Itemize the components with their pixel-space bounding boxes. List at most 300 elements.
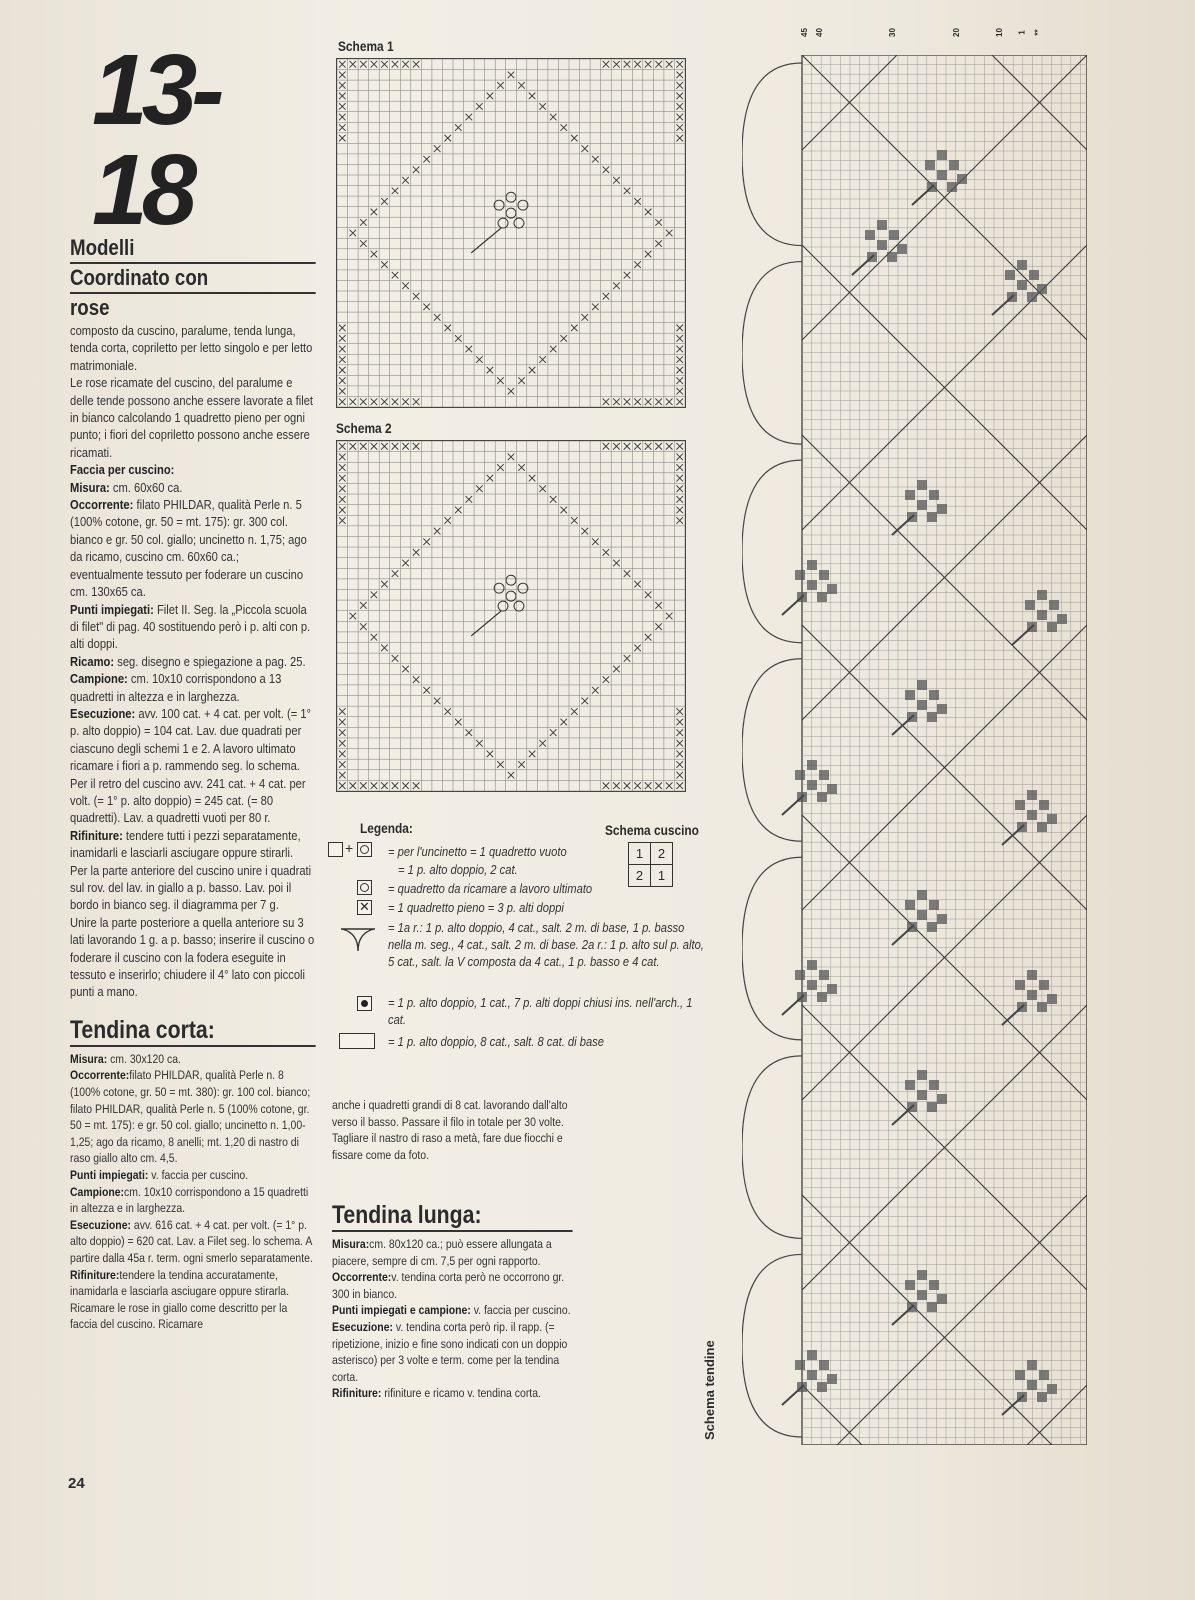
cross-mark <box>402 61 409 68</box>
rose-petal <box>1015 800 1025 810</box>
cross-mark <box>350 398 357 405</box>
row-marker: 45 <box>799 28 809 37</box>
rose-petal <box>917 700 927 710</box>
rose-petal <box>937 914 947 924</box>
row-marker: 20 <box>951 28 961 37</box>
label: Occorrente: <box>332 1270 392 1285</box>
cross-mark <box>655 602 662 609</box>
cross-mark <box>655 219 662 226</box>
cross-mark <box>487 475 494 482</box>
cross-mark <box>624 61 631 68</box>
cross-mark <box>371 61 378 68</box>
rose-petal <box>1025 600 1035 610</box>
cross-mark <box>676 772 683 779</box>
rose-petal <box>807 1370 817 1380</box>
cross-mark <box>339 114 346 121</box>
category-heading: Modelli <box>70 234 316 264</box>
rose-petal <box>889 230 899 240</box>
cross-mark <box>676 367 683 374</box>
rose-petal <box>917 1270 927 1280</box>
rose-motif <box>852 220 907 275</box>
cross-mark <box>645 443 652 450</box>
cross-mark <box>339 124 346 131</box>
rose-petal <box>795 970 805 980</box>
legend-item-2: = 1 p. alto doppio, 2 cat. <box>398 862 518 877</box>
short-curtain-materials: filato PHILDAR, qualità Perle n. 8 (100% cotone, gr. 50 = mt. 380): gr. 100 col. bianco; filato PHILDAR, qualità Perle n. 5 (100% cotone, gr. 50 = mt. 175): e gr. 50 col. giallo; uncinetto n. 1,00-1,25; ago da ricamo, 8 anelli; mt. 1,20 di nastro di raso giallo alto cm. 4,5. <box>70 1068 311 1166</box>
rose-motif <box>1002 1360 1057 1415</box>
cross-mark <box>624 443 631 450</box>
cross-mark <box>666 230 673 237</box>
cross-mark <box>508 454 515 461</box>
cross-mark <box>339 325 346 332</box>
cross-mark <box>413 293 420 300</box>
cross-mark <box>655 61 662 68</box>
cross-mark <box>676 454 683 461</box>
rose-petal <box>947 182 957 192</box>
page-number: 24 <box>68 1475 85 1492</box>
cross-mark <box>392 443 399 450</box>
long-curtain-materials: v. tendina corta però ne occorrono gr. 300 in bianco. <box>332 1270 565 1301</box>
cross-mark <box>645 782 652 789</box>
empty-square-icon <box>328 842 343 857</box>
label: Rifiniture: <box>332 1386 382 1401</box>
cross-mark <box>560 507 567 514</box>
cross-mark <box>402 398 409 405</box>
cross-mark <box>339 761 346 768</box>
schema-2-grid <box>336 440 686 792</box>
cross-mark <box>339 475 346 482</box>
cushion-gauge: cm. 10x10 corrispondono a 13 quadretti in altezza e in larghezza. <box>70 671 282 704</box>
rose-petal <box>927 1302 937 1312</box>
rose-petal <box>817 1382 827 1392</box>
cross-mark <box>676 72 683 79</box>
rose-petal <box>927 512 937 522</box>
rose-petal <box>929 490 939 500</box>
rose-petal <box>1039 1370 1049 1380</box>
legend-item-4: = 1 quadretto pieno = 3 p. alti doppi <box>388 900 564 915</box>
label: Misura: <box>332 1237 370 1251</box>
rose-petal <box>917 1090 927 1100</box>
rose-petal <box>917 1290 927 1300</box>
cross-mark <box>444 135 451 142</box>
cross-mark <box>676 82 683 89</box>
intro-paragraph-1: composto da cuscino, paralume, tenda lunga, tenda corta, copriletto per letto singolo e per letto matrimoniale. <box>70 323 313 373</box>
rose-petal <box>1039 980 1049 990</box>
cross-mark <box>339 751 346 758</box>
cushion-finishing-3: Unire la parte posteriore a quella anteriore su 3 lati lavorando 1 g. a p. basso; inserire il cuscino o foderare il cuscino con la fodera eseguite in tessuto e inserirlo; chiudere il 4° lato con piccoli punti a mano. <box>70 914 315 1000</box>
label: Rifiniture: <box>70 827 123 843</box>
cross-mark <box>645 591 652 598</box>
rose-petal <box>1015 980 1025 990</box>
title-line-1: Coordinato con <box>70 264 316 294</box>
cross-mark <box>381 782 388 789</box>
cross-mark <box>392 570 399 577</box>
cross-mark <box>413 676 420 683</box>
cross-mark <box>497 464 504 471</box>
rose-petal <box>925 160 935 170</box>
schema-tendine-label: Schema tendine <box>702 1340 717 1440</box>
cross-mark <box>339 782 346 789</box>
cross-mark <box>603 398 610 405</box>
rose-stem <box>892 925 914 945</box>
rose-petal <box>1037 610 1047 620</box>
cross-mark <box>518 761 525 768</box>
diagonal-line <box>802 55 1087 150</box>
long-curtain-execution: v. tendina corta però rip. il rapp. (= ripetizione, inizio e fine sono indicati con un doppio asterisco) per 3 volte e term. come per la tendina corta. <box>332 1319 568 1384</box>
cross-mark <box>476 740 483 747</box>
rose-petal <box>807 780 817 790</box>
cross-mark <box>487 367 494 374</box>
cross-mark <box>645 634 652 641</box>
v-arch-icon <box>340 925 376 953</box>
row-marker: 10 <box>994 28 1004 37</box>
cross-mark <box>603 166 610 173</box>
rose-petal <box>1027 292 1037 302</box>
cross-mark <box>613 443 620 450</box>
cross-mark <box>518 464 525 471</box>
cross-mark <box>613 560 620 567</box>
cross-mark <box>339 443 346 450</box>
cross-mark <box>676 135 683 142</box>
cross-mark <box>676 114 683 121</box>
rose-petal <box>929 690 939 700</box>
rose-motif <box>892 890 947 945</box>
cross-mark <box>392 655 399 662</box>
grid-lines <box>337 59 685 407</box>
cross-mark <box>676 485 683 492</box>
cross-mark <box>603 782 610 789</box>
cross-mark <box>676 464 683 471</box>
scallop-edge <box>742 1056 802 1239</box>
rose-motif <box>912 150 967 205</box>
rose-petal <box>929 900 939 910</box>
cross-mark <box>613 398 620 405</box>
cross-mark <box>339 72 346 79</box>
rose-petal <box>827 784 837 794</box>
cross-mark <box>381 645 388 652</box>
rose-motif <box>892 480 947 535</box>
cross-mark <box>676 124 683 131</box>
cushion-materials: filato PHILDAR, qualità Perle n. 5 (100% cotone, gr. 50 = mt. 175): gr. 300 col. bianco e gr. 50 col. giallo; uncinetto n. 1,75; ago da ricamo, cuscino cm. 60x60 ca.; eventualmente tessuto per foderare un cuscino cm. 130x65 ca. <box>70 497 307 600</box>
cushion-cell: 1 <box>651 865 673 887</box>
cross-mark <box>339 740 346 747</box>
cross-mark <box>339 367 346 374</box>
cross-mark <box>402 666 409 673</box>
cross-mark <box>413 61 420 68</box>
rose-petal <box>949 160 959 170</box>
stem-mark <box>471 228 501 253</box>
cross-mark <box>603 443 610 450</box>
rose-petal <box>957 174 967 184</box>
cross-mark <box>582 145 589 152</box>
rose-motif <box>494 583 504 593</box>
rose-petal <box>807 1350 817 1360</box>
cross-mark <box>487 751 494 758</box>
rose-petal <box>1047 814 1057 824</box>
rose-stem <box>992 295 1014 315</box>
cross-mark <box>613 61 620 68</box>
rose-petal <box>897 244 907 254</box>
filled-dot-square-icon <box>357 996 372 1011</box>
cross-mark <box>434 528 441 535</box>
rose-petal <box>1005 270 1015 280</box>
cross-mark <box>444 708 451 715</box>
cross-mark <box>676 708 683 715</box>
rose-stem <box>782 1385 804 1405</box>
rose-petal <box>807 560 817 570</box>
rose-petal <box>1017 280 1027 290</box>
rose-motif <box>498 218 508 228</box>
rose-petal <box>819 970 829 980</box>
rose-petal <box>807 980 817 990</box>
cross-mark <box>624 570 631 577</box>
cross-mark <box>676 517 683 524</box>
rose-petal <box>1037 822 1047 832</box>
cross-mark <box>371 251 378 258</box>
rose-petal <box>1037 590 1047 600</box>
label: Occorrente: <box>70 497 134 513</box>
cross-mark <box>392 188 399 195</box>
label: Misura: <box>70 479 110 495</box>
cross-mark <box>466 346 473 353</box>
cross-mark <box>413 166 420 173</box>
rose-petal <box>929 1280 939 1290</box>
rose-petal <box>1039 800 1049 810</box>
cross-mark <box>381 61 388 68</box>
rose-petal <box>865 230 875 240</box>
cross-mark <box>666 613 673 620</box>
cross-mark <box>455 124 462 131</box>
rose-petal <box>905 1280 915 1290</box>
rose-petal <box>917 480 927 490</box>
short-curtain-text <box>70 1051 316 1333</box>
row-marker: ** <box>1033 29 1043 36</box>
rose-petal <box>927 922 937 932</box>
legend-item-6: = 1 p. alto doppio, 1 cat., 7 p. alti doppi chiusi ins. nell'arch., 1 cat. <box>388 995 693 1027</box>
rose-petal <box>1027 1360 1037 1370</box>
rose-motif <box>494 200 504 210</box>
cross-mark <box>444 325 451 332</box>
cross-mark <box>645 61 652 68</box>
cross-mark <box>582 528 589 535</box>
large-square-icon <box>339 1033 375 1049</box>
cross-mark <box>455 335 462 342</box>
cross-mark <box>381 398 388 405</box>
cross-mark <box>339 454 346 461</box>
cross-mark <box>360 782 367 789</box>
cross-mark <box>392 782 399 789</box>
cross-mark <box>402 443 409 450</box>
title-line-2: rose <box>70 295 110 320</box>
cross-mark <box>613 666 620 673</box>
short-curtain-heading: Tendina corta: <box>70 1015 316 1047</box>
cross-mark <box>624 782 631 789</box>
schema-1-grid <box>336 58 686 408</box>
curtain-frame <box>802 55 1087 1445</box>
short-curtain-continued-2: Tagliare il nastro di raso a metà, fare due fiocchi e fissare come da foto. <box>332 1131 563 1162</box>
cross-mark <box>634 261 641 268</box>
long-curtain-size: cm. 80x120 ca.; può essere allungata a piacere, sempre di cm. 7,5 per ogni rapporto. <box>332 1237 552 1268</box>
cushion-heading: Faccia per cuscino: <box>70 462 175 478</box>
rose-petal <box>1029 270 1039 280</box>
cross-mark <box>402 782 409 789</box>
cross-mark <box>497 377 504 384</box>
rose-stem <box>782 595 804 615</box>
cross-mark <box>381 443 388 450</box>
cross-mark <box>634 645 641 652</box>
cross-mark <box>339 388 346 395</box>
long-curtain-finishing: rifiniture e ricamo v. tendina corta. <box>384 1386 541 1401</box>
cross-mark <box>613 782 620 789</box>
schema-2-label: Schema 2 <box>336 420 392 436</box>
cross-mark <box>497 761 504 768</box>
rose-petal <box>795 1360 805 1370</box>
cross-mark <box>434 145 441 152</box>
rose-motif <box>506 591 516 601</box>
cross-mark <box>339 517 346 524</box>
rose-petal <box>817 792 827 802</box>
cross-mark <box>560 124 567 131</box>
short-curtain-continued-1: anche i quadretti grandi di 8 cat. lavorando dall'alto verso il basso. Passare il filo in totale per 30 volte. <box>332 1098 568 1129</box>
cross-mark <box>402 560 409 567</box>
cross-mark <box>676 398 683 405</box>
model-number: 13-18 <box>92 34 219 246</box>
label: Punti impiegati: <box>70 1168 149 1182</box>
cross-mark <box>634 581 641 588</box>
rose-petal <box>937 1094 947 1104</box>
rose-petal <box>905 490 915 500</box>
label: Esecuzione: <box>332 1319 394 1334</box>
label: Campione: <box>70 1184 125 1199</box>
cross-mark <box>381 581 388 588</box>
legend-item-3: = quadretto da ricamare a lavoro ultimato <box>388 881 593 896</box>
cross-mark <box>413 398 420 405</box>
cushion-cell: 2 <box>629 865 651 887</box>
rose-motif <box>518 583 528 593</box>
cross-mark <box>645 251 652 258</box>
cross-mark <box>423 156 430 163</box>
rose-petal <box>819 770 829 780</box>
legend-item-7: = 1 p. alto doppio, 8 cat., salt. 8 cat. di base <box>388 1034 604 1049</box>
cushion-execution: avv. 100 cat. + 4 cat. per volt. (= 1° p. alto doppio) = 104 cat. Lav. due quadrati per ciascuno degli schemi 1 e 2. A lavoro ultimato ricamare i fiori a p. rammendo seg. lo schema. Per il retro del cuscino avv. 241 cat. + 4 cat. per volt. (= 1° p. alto doppio) = 245 cat. (= 80 quadretti). Lav. a quadretti vuoti per 80 r. <box>70 705 312 826</box>
cushion-finishing-2: Per la parte anteriore del cuscino unire i quadrati sul rov. del lav. in giallo a p. basso. Lav. poi il bordo in bianco seg. il diagramma per 7 g. <box>70 862 312 913</box>
cross-mark <box>539 485 546 492</box>
rose-petal <box>927 1102 937 1112</box>
legend-item-1: = per l'uncinetto = 1 quadretto vuoto <box>388 844 567 859</box>
cross-mark <box>339 103 346 110</box>
cross-mark <box>676 356 683 363</box>
rose-motif <box>1012 590 1067 645</box>
cross-mark <box>560 719 567 726</box>
rose-petal <box>1027 990 1037 1000</box>
cross-mark <box>655 398 662 405</box>
row-marker: 1 <box>1017 30 1027 35</box>
long-curtain-text <box>332 1236 573 1402</box>
cushion-size: cm. 60x60 ca. <box>112 479 183 495</box>
rose-petal <box>795 570 805 580</box>
legend-item-5: = 1a r.: 1 p. alto doppio, 4 cat., salt. 2 m. di base, 1 p. basso nella m. seg., 4 cat., salt. 2 m. di base. 2a r.: 1 p. alto sul p. alto, 5 cat., salt. la V composta da 4 cat., 1 p. basso e 4 cat. <box>388 920 704 969</box>
cross-mark <box>539 740 546 747</box>
cross-mark <box>539 356 546 363</box>
cross-mark <box>571 325 578 332</box>
cross-mark <box>676 496 683 503</box>
cross-mark <box>676 103 683 110</box>
rose-petal <box>819 570 829 580</box>
rose-motif <box>782 760 837 815</box>
row-marker: 30 <box>887 28 897 37</box>
cross-mark <box>624 272 631 279</box>
cross-mark <box>476 356 483 363</box>
cross-mark <box>571 708 578 715</box>
long-curtain-stitches: v. faccia per cuscino. <box>473 1303 571 1318</box>
cross-mark <box>339 496 346 503</box>
rose-petal <box>807 960 817 970</box>
rose-petal <box>905 690 915 700</box>
cross-mark <box>634 198 641 205</box>
curtain-grid-lines <box>802 55 1087 1445</box>
rose-petal <box>1017 260 1027 270</box>
cross-mark <box>339 377 346 384</box>
rose-petal <box>1027 1380 1037 1390</box>
rose-stem <box>782 795 804 815</box>
scallop-edge <box>742 1254 802 1437</box>
cross-mark <box>413 549 420 556</box>
rose-motif <box>782 960 837 1015</box>
cross-mark <box>645 398 652 405</box>
cross-mark <box>360 398 367 405</box>
rose-petal <box>827 584 837 594</box>
cross-mark <box>550 346 557 353</box>
cross-mark <box>497 82 504 89</box>
scallop-edge <box>742 63 802 246</box>
cross-mark <box>613 177 620 184</box>
label: Ricamo: <box>70 653 115 669</box>
cross-mark <box>676 507 683 514</box>
cross-mark <box>371 634 378 641</box>
cross-mark <box>634 782 641 789</box>
cross-mark <box>476 485 483 492</box>
grid-lines <box>337 441 685 791</box>
label: Punti impiegati: <box>70 601 154 617</box>
rose-petal <box>1027 970 1037 980</box>
cross-mark <box>466 114 473 121</box>
rose-petal <box>905 1080 915 1090</box>
cross-mark <box>339 82 346 89</box>
cross-mark <box>676 729 683 736</box>
cross-mark <box>666 61 673 68</box>
cushion-embroidery: seg. disegno e spiegazione a pag. 25. <box>117 653 306 669</box>
cross-mark <box>434 314 441 321</box>
rose-petal <box>1047 622 1057 632</box>
diagonal-line <box>802 1195 1087 1445</box>
cross-mark <box>603 676 610 683</box>
short-curtain-finishing: tendere la tendina accuratamente, inamidarla e lasciarla asciugare oppure stirarla. Ricamare le rose in giallo come descritto per la faccia del cuscino. Ricamare <box>70 1267 290 1332</box>
cross-mark <box>539 103 546 110</box>
cross-mark <box>423 538 430 545</box>
legend-title: Legenda: <box>360 820 413 836</box>
cross-square-icon: ✕ <box>357 900 372 915</box>
stem-mark <box>471 611 501 636</box>
scallop-edge <box>742 262 802 445</box>
cross-mark <box>676 93 683 100</box>
short-curtain-stitches: v. faccia per cuscino. <box>151 1168 249 1182</box>
rose-petal <box>1049 600 1059 610</box>
rose-petal <box>905 900 915 910</box>
cross-mark <box>560 335 567 342</box>
cross-mark <box>676 475 683 482</box>
cross-mark <box>339 485 346 492</box>
cross-mark <box>518 377 525 384</box>
